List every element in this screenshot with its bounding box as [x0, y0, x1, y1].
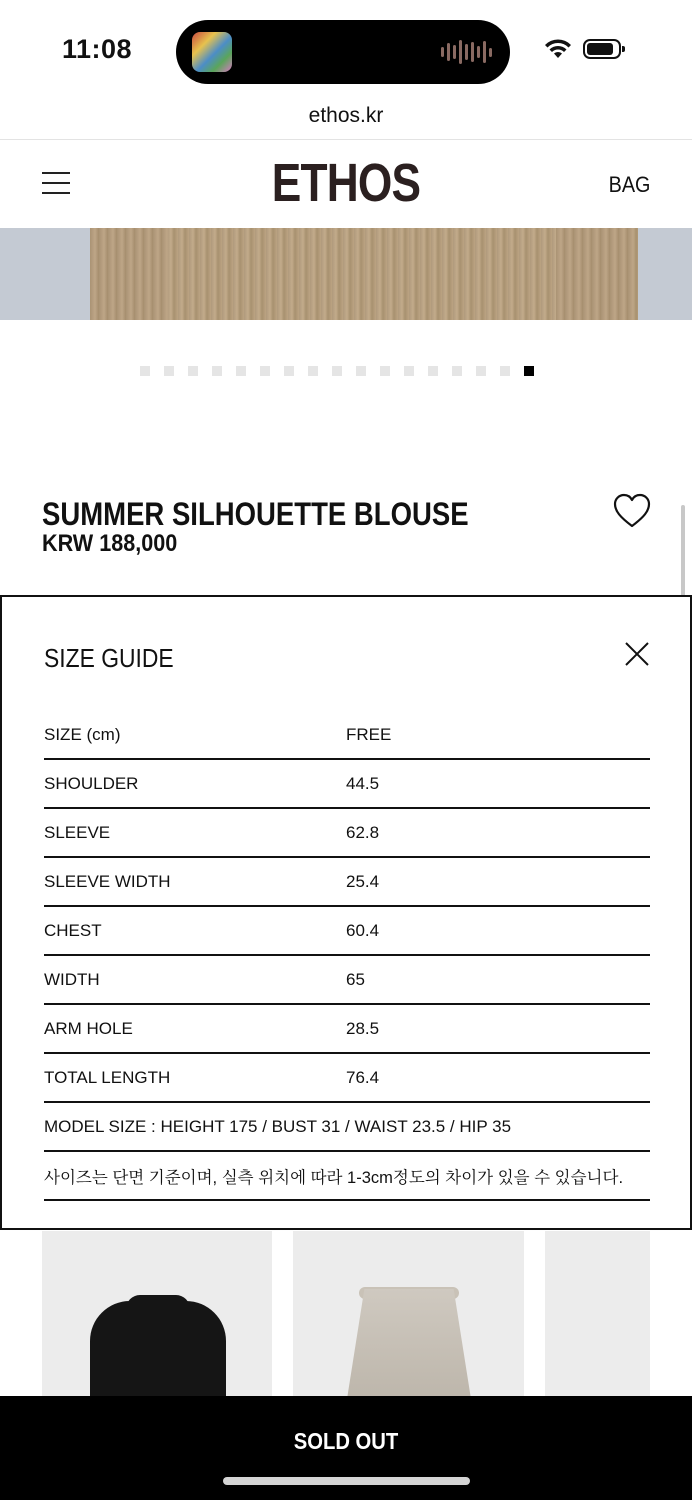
sold-out-label: SOLD OUT	[293, 1428, 399, 1454]
related-product-card[interactable]	[293, 1231, 524, 1396]
wifi-icon	[543, 38, 573, 60]
size-note-text: 사이즈는 단면 기준이며, 실측 위치에 따라 1-3cm정도의 차이가 있을 수 있습니다.	[44, 1151, 650, 1200]
pager-dot[interactable]	[452, 366, 462, 376]
size-row	[44, 759, 650, 808]
pager-dot[interactable]	[140, 366, 150, 376]
related-products	[0, 1231, 692, 1396]
pager-dot[interactable]	[380, 366, 390, 376]
pager-dot[interactable]	[260, 366, 270, 376]
size-guide-title: SIZE GUIDE	[44, 643, 174, 673]
pager-dot[interactable]	[476, 366, 486, 376]
pager-dot[interactable]	[284, 366, 294, 376]
status-bar	[0, 0, 692, 100]
size-row-value: 76.4	[346, 1053, 650, 1102]
size-row	[44, 857, 650, 906]
size-row	[44, 1053, 650, 1102]
size-row	[44, 1004, 650, 1053]
pager-dot[interactable]	[308, 366, 318, 376]
pager-dot[interactable]	[164, 366, 174, 376]
size-header-label: SIZE (cm)	[44, 711, 346, 759]
size-table	[44, 711, 650, 1201]
product-title: SUMMER SILHOUETTE BLOUSE	[42, 496, 469, 532]
heart-icon[interactable]	[612, 492, 652, 530]
size-row-label: TOTAL LENGTH	[44, 1053, 346, 1102]
model-size-text: MODEL SIZE : HEIGHT 175 / BUST 31 / WAIST 23.5 / HIP 35	[44, 1102, 650, 1151]
site-header	[0, 140, 692, 228]
pager-dot[interactable]	[404, 366, 414, 376]
pager-dot[interactable]	[428, 366, 438, 376]
size-row-label: WIDTH	[44, 955, 346, 1004]
related-product-card[interactable]	[42, 1231, 272, 1396]
size-row-value: 25.4	[346, 857, 650, 906]
size-table-header	[44, 711, 650, 759]
audio-waveform-icon	[441, 40, 492, 64]
product-image[interactable]	[0, 228, 692, 320]
battery-icon	[583, 39, 621, 59]
product-thumbnail	[347, 1289, 471, 1396]
pager-dot[interactable]	[356, 366, 366, 376]
size-guide-modal	[0, 595, 692, 1230]
size-row-label: SLEEVE WIDTH	[44, 857, 346, 906]
bag-link[interactable]: BAG	[608, 172, 650, 197]
pager-dot[interactable]	[524, 366, 534, 376]
home-indicator[interactable]	[223, 1477, 470, 1485]
size-row-label: ARM HOLE	[44, 1004, 346, 1053]
pager-dot[interactable]	[236, 366, 246, 376]
size-row-value: 44.5	[346, 759, 650, 808]
model-size-row	[44, 1102, 650, 1151]
size-row-value: 28.5	[346, 1004, 650, 1053]
size-row-value: 62.8	[346, 808, 650, 857]
size-row	[44, 906, 650, 955]
pager-dot[interactable]	[188, 366, 198, 376]
size-row	[44, 808, 650, 857]
pager-dot[interactable]	[332, 366, 342, 376]
size-header-value: FREE	[346, 711, 650, 759]
pager-dot[interactable]	[500, 366, 510, 376]
size-note-row	[44, 1151, 650, 1200]
size-row-label: SHOULDER	[44, 759, 346, 808]
status-time: 11:08	[62, 34, 133, 64]
size-row-label: CHEST	[44, 906, 346, 955]
dynamic-island[interactable]	[176, 20, 510, 84]
size-row	[44, 955, 650, 1004]
product-thumbnail	[90, 1301, 226, 1396]
image-pager[interactable]	[140, 366, 534, 376]
now-playing-artwork	[192, 32, 232, 72]
close-icon[interactable]	[624, 641, 650, 667]
product-price: KRW 188,000	[42, 530, 178, 557]
related-product-card[interactable]	[545, 1231, 650, 1396]
size-row-value: 65	[346, 955, 650, 1004]
brand-logo[interactable]: ETHOS	[271, 153, 421, 213]
size-row-label: SLEEVE	[44, 808, 346, 857]
address-bar[interactable]: ethos.kr	[308, 104, 384, 127]
pager-dot[interactable]	[212, 366, 222, 376]
size-row-value: 60.4	[346, 906, 650, 955]
